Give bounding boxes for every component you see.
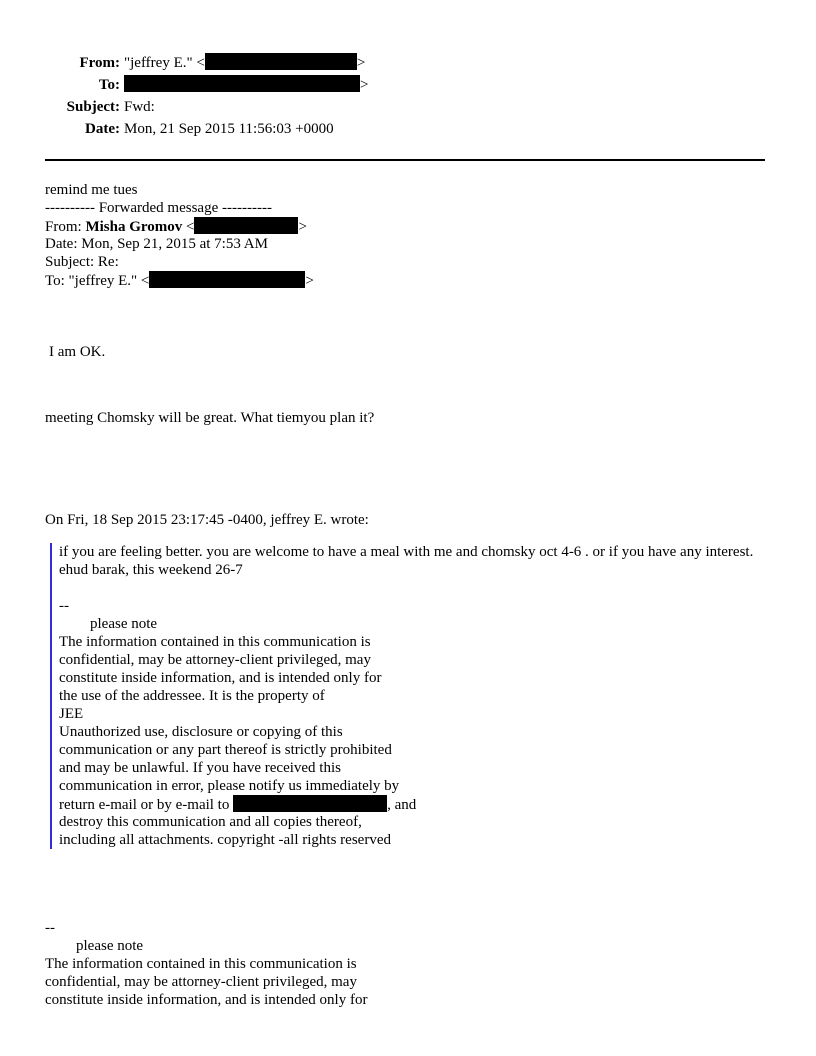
disc-line: confidential, may be attorney-client privileged, may: [59, 652, 371, 668]
redacted-block: [205, 53, 357, 70]
header-to-row: [0, 74, 400, 96]
from-label: From:: [79, 55, 120, 71]
quote-dashes: --: [59, 598, 69, 614]
from-name: "jeffrey E." <: [124, 55, 205, 71]
disc-line: JEE: [59, 706, 84, 722]
fwd-to-prefix: To: "jeffrey E." <: [45, 273, 150, 289]
to-value: [124, 74, 368, 96]
disc-line: constitute inside information, and is intended only for: [59, 670, 382, 686]
fwd-from-line: [45, 217, 775, 235]
header-from-row: [0, 52, 400, 74]
return-suffix: , and: [387, 797, 417, 813]
from-value: [124, 52, 365, 74]
header-date-row: [0, 118, 400, 140]
message-body: [45, 181, 775, 529]
subject-label: Subject:: [66, 99, 120, 115]
header-subject-row: [0, 96, 400, 118]
disc-line: communication or any part thereof is strictly prohibited: [59, 742, 392, 758]
to-gt: >: [360, 77, 369, 93]
disc-line: and may be unlawful. If you have received this: [59, 760, 341, 776]
destroy-line: destroy this communication and all copies thereof,: [59, 814, 362, 830]
fwd-subject-line: Subject: Re:: [45, 254, 119, 270]
disc-line: Unauthorized use, disclosure or copying of this: [59, 724, 343, 740]
chomsky-line: meeting Chomsky will be great. What tiemyou plan it?: [45, 410, 375, 426]
disc-line: communication in error, please notify us immediately by: [59, 778, 400, 794]
footer-dashes: --: [45, 920, 55, 936]
fwd-to-line: [45, 271, 775, 289]
disc-line: The information contained in this communication is: [59, 634, 371, 650]
fwd-to-gt: >: [305, 273, 314, 289]
forwarded-marker: ---------- Forwarded message ----------: [45, 200, 272, 216]
fwd-from-prefix: From:: [45, 219, 86, 235]
email-header: [0, 52, 400, 140]
footer-please-note: please note: [76, 938, 144, 954]
redacted-block: [149, 271, 305, 288]
return-prefix: return e-mail or by e-mail to: [59, 797, 234, 813]
subject-value: Fwd:: [124, 99, 155, 115]
ok-line: I am OK.: [49, 344, 106, 360]
fwd-from-name: Misha Gromov: [85, 219, 183, 235]
footer-disclaimer: [45, 919, 367, 1009]
disc-line: the use of the addressee. It is the property of: [59, 688, 325, 704]
redacted-block: [194, 217, 298, 234]
redacted-block: [233, 795, 387, 812]
footer-line: constitute inside information, and is intended only for: [45, 992, 368, 1008]
date-value: Mon, 21 Sep 2015 11:56:03 +0000: [124, 121, 334, 137]
from-gt: >: [356, 55, 366, 71]
footer-line: The information contained in this communication is: [45, 956, 357, 972]
redacted-block: [124, 75, 360, 92]
quoted-message: [50, 543, 779, 849]
on-wrote-line: On Fri, 18 Sep 2015 23:17:45 -0400, jeffrey E. wrote:: [45, 512, 369, 528]
return-email-line: [59, 795, 779, 813]
fwd-date-line: Date: Mon, Sep 21, 2015 at 7:53 AM: [45, 236, 268, 252]
fwd-from-gt: >: [298, 219, 307, 235]
footer-line: confidential, may be attorney-client privileged, may: [45, 974, 357, 990]
quote-please-note: please note: [90, 616, 158, 632]
remind-line: remind me tues: [45, 182, 138, 198]
header-divider: [45, 159, 765, 161]
quote-paragraph: if you are feeling better. you are welcome to have a meal with me and chomsky oct 4-6 . or if you have any interest. ehud barak, this weekend 26-7: [59, 544, 754, 578]
to-label: To:: [98, 77, 120, 93]
including-line: including all attachments. copyright -all rights reserved: [59, 832, 391, 848]
fwd-from-lt: <: [182, 219, 195, 235]
date-label: Date:: [85, 121, 120, 137]
